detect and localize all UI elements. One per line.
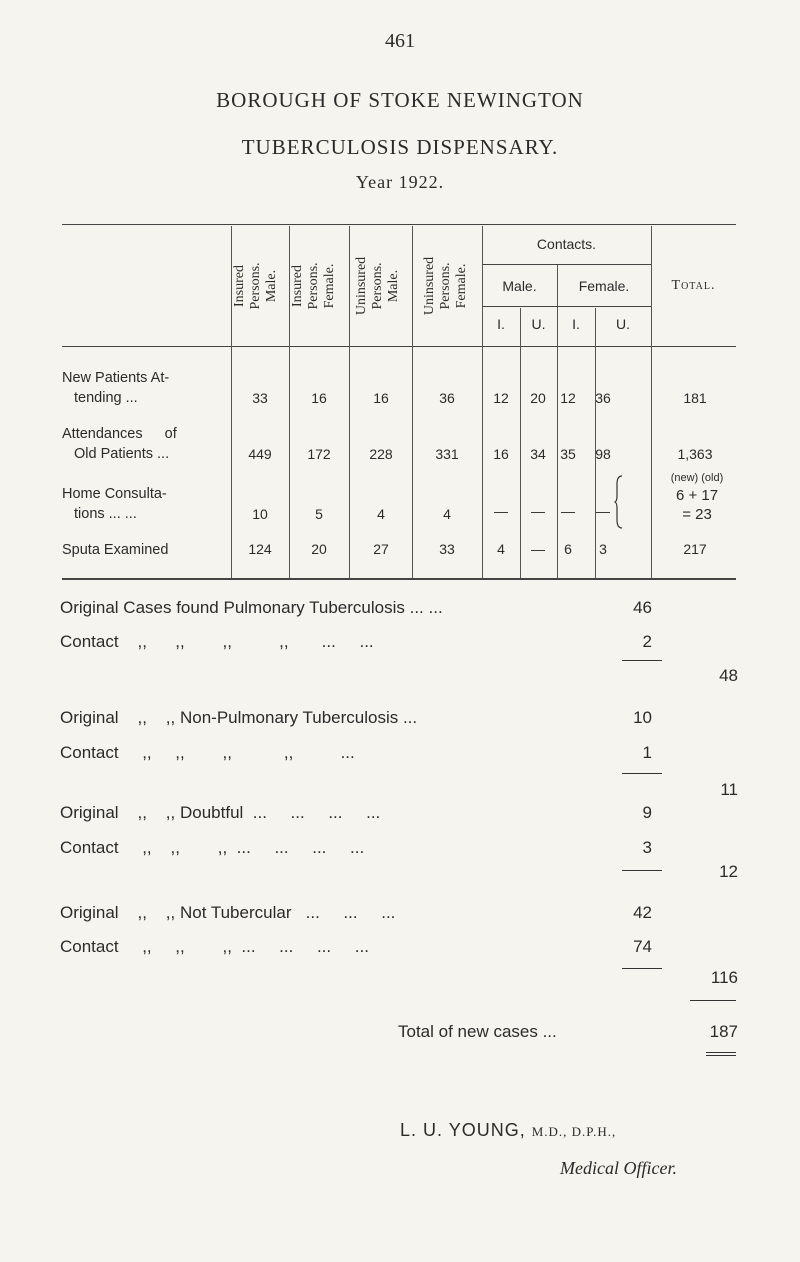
summary-label: Original ,, ,, Doubtful ... ... ... ... [60, 803, 381, 822]
table-cell: 12 [560, 390, 576, 406]
contacts-male-header: Male. [502, 278, 537, 294]
sub-header-u: U. [531, 316, 546, 332]
total-new-cases-label: Total of new cases ... [398, 1022, 557, 1041]
row-label-line: Old Patients ... [74, 446, 170, 462]
summary-label: Contact ,, ,, ,, ... ... ... ... [60, 838, 365, 857]
total-cell: 217 [683, 541, 707, 557]
col-divider [595, 308, 596, 578]
summary-value: 46 [633, 598, 652, 617]
table-cell: 12 [493, 390, 509, 406]
subtotal-rule [622, 660, 662, 661]
col-divider [520, 308, 521, 578]
contacts-female-header: Female. [578, 278, 630, 294]
summary-group-total: 48 [719, 666, 738, 685]
signature-name: L. U. YOUNG, [400, 1120, 526, 1140]
table-cell: 4 [443, 506, 451, 522]
report-title: BOROUGH OF STOKE NEWINGTON [216, 88, 584, 112]
subhead-rule [482, 306, 651, 307]
table-cell: — [561, 503, 575, 519]
col-header-uninsured-female: Uninsured Persons. Female. [422, 256, 469, 316]
page-number: 461 [385, 30, 415, 52]
total-cell: 1,363 [677, 446, 713, 462]
table-cell: 5 [315, 506, 323, 522]
table-cell: 4 [497, 541, 505, 557]
summary-label: Original ,, ,, Non-Pulmonary Tuberculosis ... [60, 708, 418, 727]
summary-value: 10 [633, 708, 652, 727]
total-cell: 181 [683, 390, 707, 406]
col-header-uninsured-male: Uninsured Persons. Male. [354, 256, 401, 316]
table-cell: — [596, 503, 610, 519]
table-cell: — [494, 503, 508, 519]
summary-label: Original ,, ,, Not Tubercular ... ... ... [60, 903, 396, 922]
table-cell: 33 [252, 390, 268, 406]
table-cell: — [531, 541, 545, 557]
table-cell: 4 [377, 506, 385, 522]
table-cell: 6 [564, 541, 572, 557]
brace-icon [614, 474, 636, 530]
summary-label: Contact ,, ,, ,, ... ... ... ... [60, 937, 369, 956]
sub-header-u: U. [616, 316, 630, 332]
table-cell: 124 [248, 541, 272, 557]
table-cell: 16 [311, 390, 327, 406]
table-top-rule [62, 224, 736, 225]
table-cell: 172 [307, 446, 331, 462]
contacts-rule [482, 264, 651, 265]
report-subtitle: TUBERCULOSIS DISPENSARY. [241, 135, 559, 159]
col-divider [557, 264, 558, 578]
report-year: Year 1922. [355, 172, 445, 192]
double-rule [706, 1052, 736, 1053]
signature-qualifications: M.D., D.P.H., [531, 1124, 617, 1139]
summary-value: 9 [642, 803, 652, 822]
table-cell: 35 [560, 446, 576, 462]
col-header-insured-female: Insured Persons. Female. [290, 262, 337, 310]
double-rule [706, 1055, 736, 1056]
table-bottom-rule [62, 578, 736, 580]
table-cell: 20 [311, 541, 327, 557]
summary-group-total: 11 [720, 780, 738, 799]
summary-value: 3 [642, 838, 652, 857]
total-cell: = 23 [682, 506, 712, 523]
row-label-line: New Patients At- [62, 370, 170, 386]
summary-label: Original Cases found Pulmonary Tuberculosis ... ... [60, 598, 443, 617]
table-cell: — [531, 503, 545, 519]
table-cell: 10 [252, 506, 268, 522]
table-cell: 16 [493, 446, 509, 462]
col-divider [349, 226, 350, 578]
row-label [62, 368, 169, 408]
summary-label: Contact ,, ,, ,, ,, ... [60, 743, 355, 762]
table-header-rule [62, 346, 736, 347]
total-rule [690, 1000, 736, 1001]
table-cell: 449 [248, 446, 272, 462]
row-label [62, 424, 177, 464]
table-cell: 36 [595, 390, 611, 406]
total-cell-note: (new) (old) [670, 472, 724, 484]
table-cell: 16 [373, 390, 389, 406]
table-cell: 331 [435, 446, 459, 462]
col-header-insured-male: Insured Persons. Male. [232, 262, 279, 310]
col-divider [412, 226, 413, 578]
table-cell: 33 [439, 541, 455, 557]
contacts-header: Contacts. [536, 236, 597, 252]
table-cell: 228 [369, 446, 393, 462]
summary-value: 74 [633, 937, 652, 956]
table-cell: 36 [439, 390, 455, 406]
subtotal-rule [622, 968, 662, 969]
summary-group-total: 12 [719, 862, 738, 881]
row-label [62, 540, 168, 560]
summary-value: 2 [642, 632, 652, 651]
table-cell: 27 [373, 541, 389, 557]
row-label-line: Home Consulta- [62, 486, 167, 502]
row-label-line: tending ... [74, 390, 138, 406]
total-header: Total. [671, 278, 716, 293]
total-new-cases-value: 187 [709, 1022, 738, 1041]
row-label-line: Attendances of [62, 426, 177, 442]
row-label-line: tions ... ... [74, 506, 137, 522]
summary-value: 42 [633, 903, 652, 922]
summary-value: 1 [642, 743, 652, 762]
signature-block [400, 1120, 616, 1141]
summary-label: Contact ,, ,, ,, ,, ... ... [60, 632, 374, 651]
table-cell: 3 [599, 541, 607, 557]
summary-group-total: 116 [710, 968, 738, 987]
table-cell: 20 [530, 390, 546, 406]
signature-title: Medical Officer. [560, 1158, 677, 1178]
table-cell: 98 [595, 446, 611, 462]
sub-header-i: I. [572, 316, 580, 332]
row-label [62, 484, 167, 524]
sub-header-i: I. [497, 316, 505, 332]
row-label-line: Sputa Examined [62, 542, 169, 558]
subtotal-rule [622, 870, 662, 871]
total-cell: 6 + 17 [675, 487, 719, 504]
subtotal-rule [622, 773, 662, 774]
table-cell: 34 [530, 446, 546, 462]
